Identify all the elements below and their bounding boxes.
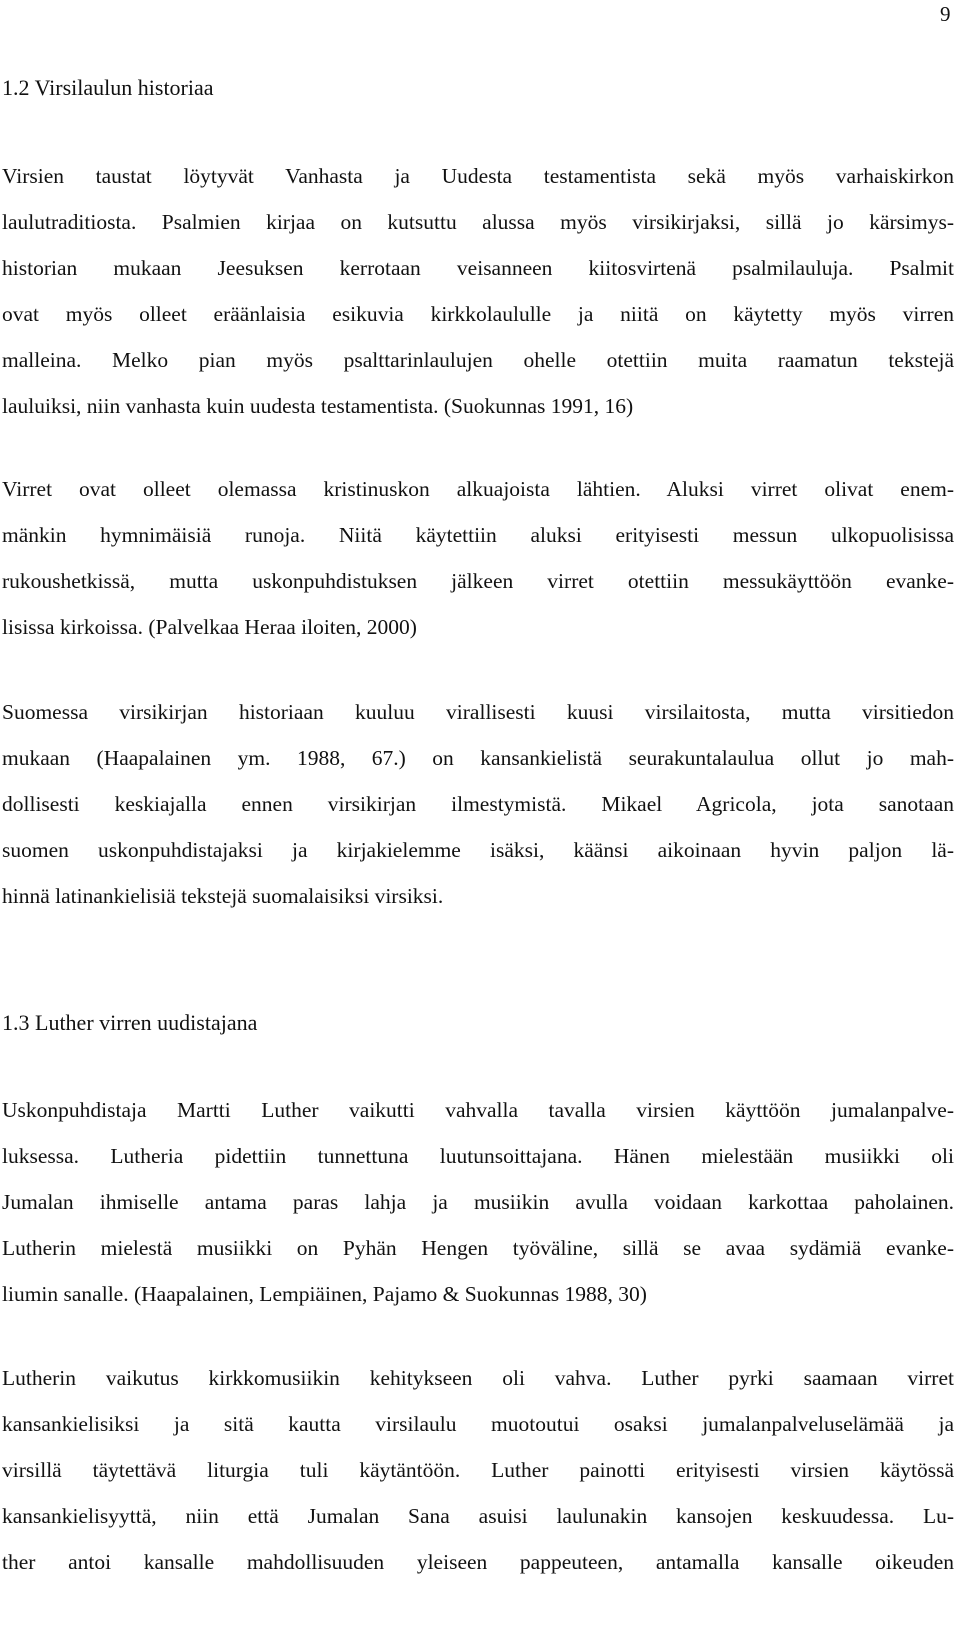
text-line: Lutherin vaikutus kirkkomusiikin kehitykseen oli vahva. Luther pyrki saamaan virret bbox=[2, 1366, 954, 1390]
text-line: Lutherin mielestä musiikki on Pyhän Hengen työväline, sillä se avaa sydämiä evanke- bbox=[2, 1236, 954, 1260]
paragraph bbox=[2, 153, 954, 429]
text-line: Virret ovat olleet olemassa kristinuskon alkuajoista lähtien. Aluksi virret olivat enem- bbox=[2, 477, 954, 501]
text-line: kansankielisyyttä, niin että Jumalan Sana asuisi laulunakin kansojen keskuudessa. Lu- bbox=[2, 1504, 954, 1528]
text-line: Uskonpuhdistaja Martti Luther vaikutti vahvalla tavalla virsien käyttöön jumalanpalve- bbox=[2, 1098, 954, 1122]
text-line: laulutraditiosta. Psalmien kirjaa on kutsuttu alussa myös virsikirjaksi, sillä jo kärsimys- bbox=[2, 210, 954, 234]
text-line: kansankielisiksi ja sitä kautta virsilaulu muotoutui osaksi jumalanpalveluselämää ja bbox=[2, 1412, 954, 1436]
paragraph bbox=[2, 466, 954, 650]
text-line: ther antoi kansalle mahdollisuuden yleiseen pappeuteen, antamalla kansalle oikeuden bbox=[2, 1550, 954, 1574]
text-line: Suomessa virsikirjan historiaan kuuluu virallisesti kuusi virsilaitosta, mutta virsitiedon bbox=[2, 700, 954, 724]
text-line: rukoushetkissä, mutta uskonpuhdistuksen jälkeen virret otettiin messukäyttöön evanke- bbox=[2, 569, 954, 593]
text-line: mukaan (Haapalainen ym. 1988, 67.) on kansankielistä seurakuntalaulua ollut jo mah- bbox=[2, 746, 954, 770]
text-line: hinnä latinankielisiä tekstejä suomalaisiksi virsiksi. bbox=[2, 884, 444, 908]
text-line: luksessa. Lutheria pidettiin tunnettuna luutunsoittajana. Hänen mielestään musiikki oli bbox=[2, 1144, 954, 1168]
text-line: mänkin hymnimäisiä runoja. Niitä käytettiin aluksi erityisesti messun ulkopuolisissa bbox=[2, 523, 954, 547]
text-line: lauluiksi, niin vanhasta kuin uudesta testamentista. (Suokunnas 1991, 16) bbox=[2, 394, 634, 418]
text-line: Jumalan ihmiselle antama paras lahja ja musiikin avulla voidaan karkottaa paholainen. bbox=[2, 1190, 954, 1214]
text-line: historian mukaan Jeesuksen kerrotaan veisanneen kiitosvirtenä psalmilauluja. Psalmit bbox=[2, 256, 954, 280]
page-number: 9 bbox=[940, 2, 951, 26]
text-line: liumin sanalle. (Haapalainen, Lempiäinen, Pajamo & Suokunnas 1988, 30) bbox=[2, 1282, 647, 1306]
text-line: suomen uskonpuhdistajaksi ja kirjakielemme isäksi, käänsi aikoinaan hyvin paljon lä- bbox=[2, 838, 954, 862]
text-line: ovat myös olleet eräänlaisia esikuvia kirkkolaululle ja niitä on käytetty myös virren bbox=[2, 302, 954, 326]
paragraph bbox=[2, 1087, 954, 1317]
text-line: dollisesti keskiajalla ennen virsikirjan ilmestymistä. Mikael Agricola, jota sanotaan bbox=[2, 792, 954, 816]
text-line: malleina. Melko pian myös psalttarinlaulujen ohelle otettiin muita raamatun tekstejä bbox=[2, 348, 954, 372]
paragraph bbox=[2, 1355, 954, 1585]
text-line: Virsien taustat löytyvät Vanhasta ja Uudesta testamentista sekä myös varhaiskirkon bbox=[2, 164, 954, 188]
text-line: lisissa kirkoissa. (Palvelkaa Heraa iloiten, 2000) bbox=[2, 615, 417, 639]
text-line: virsillä täytettävä liturgia tuli käytäntöön. Luther painotti erityisesti virsien käytössä bbox=[2, 1458, 954, 1482]
section-heading: 1.2 Virsilaulun historiaa bbox=[2, 75, 214, 100]
paragraph bbox=[2, 689, 954, 919]
section-heading: 1.3 Luther virren uudistajana bbox=[2, 1010, 258, 1035]
